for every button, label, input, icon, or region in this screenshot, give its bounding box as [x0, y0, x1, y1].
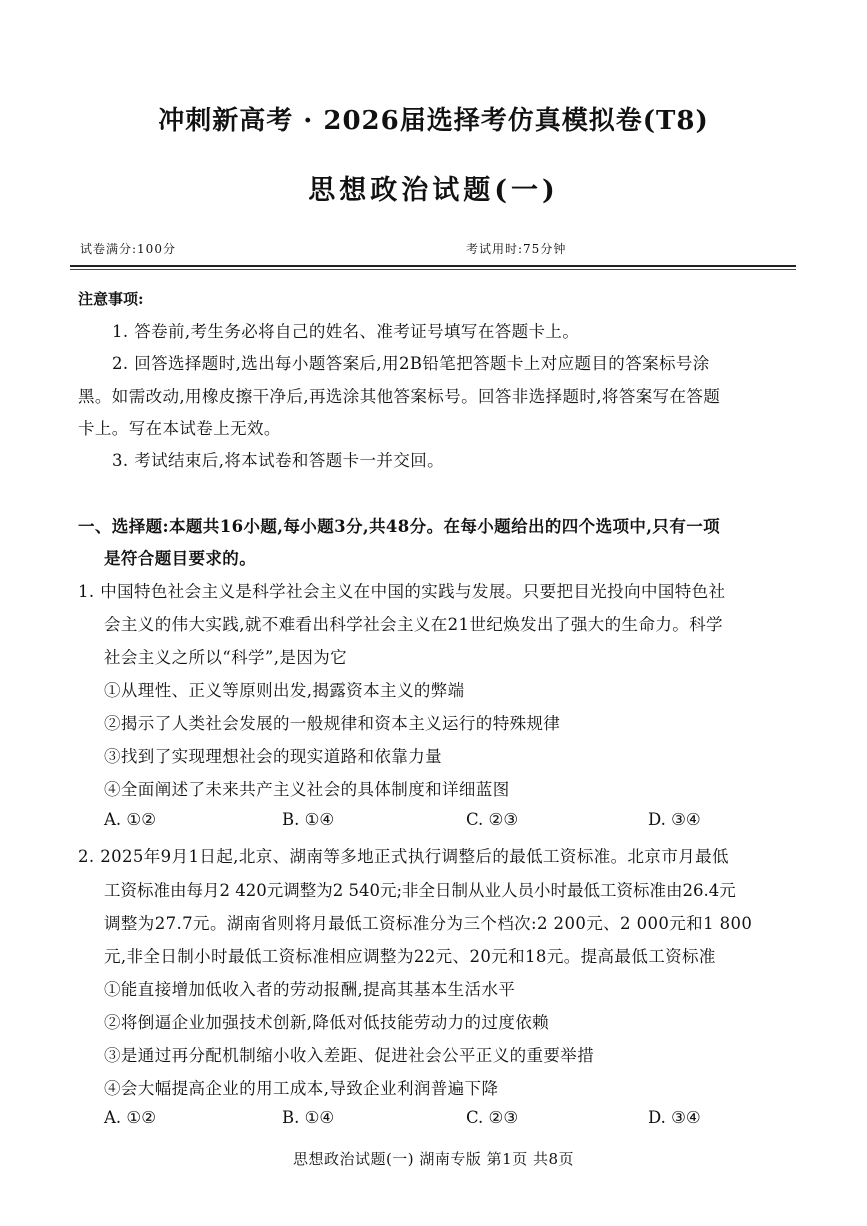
- notice-item-1: 1. 答卷前,考生务必将自己的姓名、准考证号填写在答题卡上。: [112, 322, 580, 341]
- q1-option-a: A. ①②: [104, 810, 156, 829]
- q2-stem-line-2: 工资标准由每月2 420元调整为2 540元;非全日制从业人员小时最低工资标准由26.4元: [104, 881, 736, 900]
- q2-option-c: C. ②③: [466, 1108, 519, 1127]
- q1-statement-1: ①从理性、正义等原则出发,揭露资本主义的弊端: [104, 681, 465, 700]
- q1-option-b: B. ①④: [282, 810, 335, 829]
- paper-subtitle: 思想政治试题(一): [308, 175, 559, 206]
- q1-stem-line-3: 社会主义之所以“科学”,是因为它: [104, 648, 348, 667]
- q1-stem-line-1: 1. 中国特色社会主义是科学社会主义在中国的实践与发展。只要把目光投向中国特色社: [78, 582, 726, 601]
- q2-option-b: B. ①④: [282, 1108, 335, 1127]
- notice-item-2-line-1: 2. 回答选择题时,选出每小题答案后,用2B铅笔把答题卡上对应题目的答案标号涂: [112, 354, 710, 373]
- notice-heading: 注意事项:: [78, 290, 144, 308]
- q2-option-d: D. ③④: [648, 1108, 701, 1127]
- q1-statement-2: ②揭示了人类社会发展的一般规律和资本主义运行的特殊规律: [104, 714, 561, 733]
- notice-item-3: 3. 考试结束后,将本试卷和答题卡一并交回。: [112, 451, 445, 470]
- page-footer: 思想政治试题(一) 湖南专版 第1页 共8页: [292, 1150, 575, 1168]
- notice-item-2-line-3: 卡上。写在本试卷上无效。: [78, 419, 281, 438]
- notice-item-2-line-2: 黑。如需改动,用橡皮擦干净后,再选涂其他答案标号。回答非选择题时,将答案写在答题: [78, 387, 721, 406]
- q2-stem-line-4: 元,非全日制小时最低工资标准相应调整为22元、20元和18元。提高最低工资标准: [104, 947, 716, 966]
- q2-option-a: A. ①②: [104, 1108, 156, 1127]
- full-score-label: 试卷满分:100分: [80, 242, 176, 256]
- q2-statement-2: ②将倒逼企业加强技术创新,降低对低技能劳动力的过度依赖: [104, 1013, 550, 1032]
- q2-stem-line-3: 调整为27.7元。湖南省则将月最低工资标准分为三个档次:2 200元、2 000元和1 800: [104, 914, 753, 933]
- q2-statement-1: ①能直接增加低收入者的劳动报酬,提高其基本生活水平: [104, 980, 516, 999]
- q1-option-d: D. ③④: [648, 810, 701, 829]
- q2-statement-4: ④会大幅提高企业的用工成本,导致企业利润普遍下降: [104, 1079, 499, 1098]
- exam-title: 冲刺新高考 · 2026届选择考仿真模拟卷(T8): [158, 106, 709, 136]
- q1-stem-line-2: 会主义的伟大实践,就不难看出科学社会主义在21世纪焕发出了强大的生命力。科学: [104, 615, 723, 634]
- q1-statement-3: ③找到了实现理想社会的现实道路和依靠力量: [104, 747, 442, 766]
- section-heading-line-1: 一、选择题:本题共16小题,每小题3分,共48分。在每小题给出的四个选项中,只有一项: [78, 517, 721, 536]
- header-divider: [70, 265, 796, 267]
- q2-statement-3: ③是通过再分配机制缩小收入差距、促进社会公平正义的重要举措: [104, 1046, 595, 1065]
- section-heading-line-2: 是符合题目要求的。: [104, 549, 257, 568]
- q1-statement-4: ④全面阐述了未来共产主义社会的具体制度和详细蓝图: [104, 780, 510, 799]
- q2-stem-line-1: 2. 2025年9月1日起,北京、湖南等多地正式执行调整后的最低工资标准。北京市月最低: [78, 847, 729, 866]
- header-divider-thin: [70, 269, 796, 270]
- q1-option-c: C. ②③: [466, 810, 519, 829]
- exam-time-label: 考试用时:75分钟: [466, 242, 567, 256]
